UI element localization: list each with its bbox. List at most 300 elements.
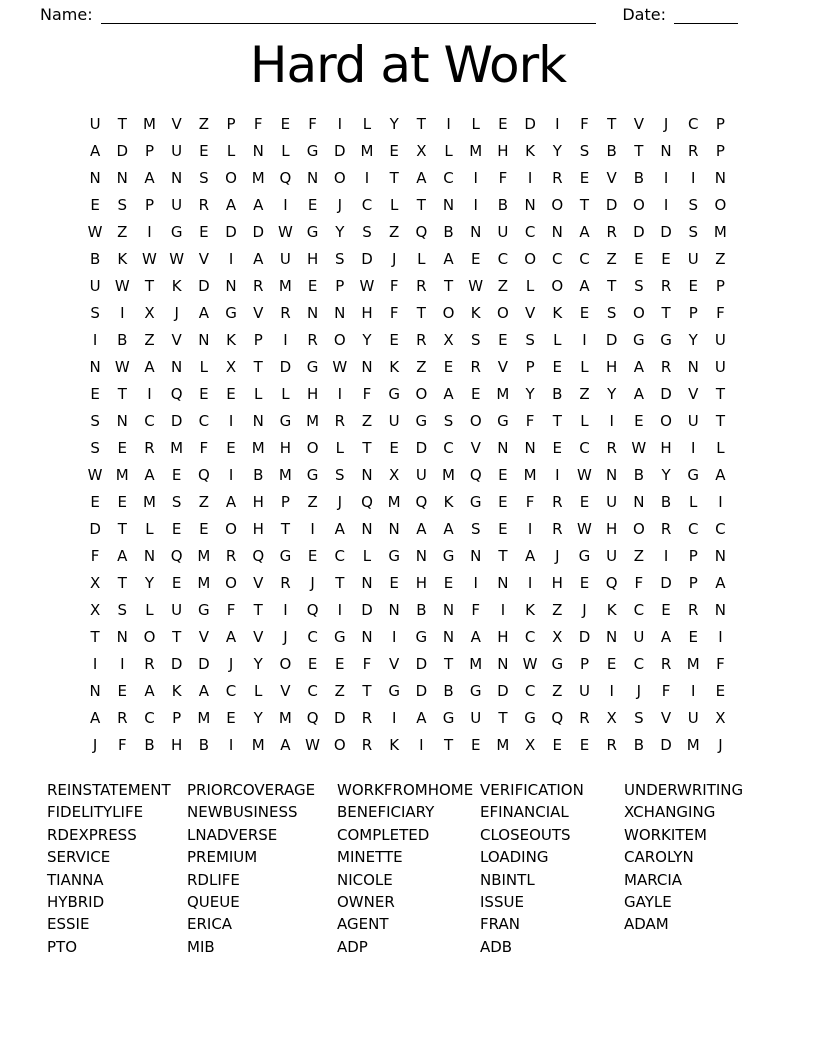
grid-letter: X [443,330,454,349]
grid-letter: N [252,141,264,160]
grid-letter: C [687,519,699,538]
grid-letter: Y [525,384,535,403]
grid-letter: A [117,546,128,565]
grid-letter: T [607,276,617,295]
grid-letter: G [551,654,564,673]
grid-letter: D [633,222,645,241]
grid-letter: E [171,519,182,538]
word-list-item: XCHANGING [624,803,716,822]
grid-letter: B [144,735,155,754]
grid-letter: N [116,411,128,430]
word-list-item: CAROLYN [624,848,694,867]
grid-letter: G [388,384,400,403]
grid-letter: K [525,141,536,160]
grid-letter: D [605,195,618,214]
grid-letter: Z [579,384,590,403]
grid-letter: S [634,276,644,295]
grid-letter: Y [552,141,562,160]
grid-letter: M [442,465,455,484]
grid-letter: V [389,654,400,673]
grid-letter: K [552,303,563,322]
grid-letter: Z [633,546,644,565]
grid-letter: R [416,276,427,295]
grid-letter: I [337,600,342,619]
grid-letter: C [144,411,155,430]
grid-letter: B [633,465,644,484]
grid-letter: W [468,276,484,295]
grid-letter: A [280,735,291,754]
grid-letter: C [579,249,590,268]
grid-letter: F [661,681,671,700]
grid-letter: A [443,519,454,538]
grid-letter: D [334,141,346,160]
grid-letter: R [280,303,291,322]
grid-letter: N [714,546,727,565]
grid-letter: G [225,303,237,322]
grid-letter: W [522,654,538,673]
grid-letter: H [606,357,618,376]
grid-letter: N [143,546,156,565]
grid-letter: N [660,141,672,160]
grid-letter: L [254,384,263,403]
grid-letter: N [252,411,264,430]
grid-letter: M [278,465,292,484]
word-list-item: UNDERWRITING [624,781,744,799]
grid-letter: S [117,195,128,214]
grid-letter: W [277,222,293,241]
grid-letter: Z [497,276,509,295]
grid-letter: K [117,249,128,268]
word-list-item: QUEUE [187,893,240,912]
grid-letter: Y [661,465,671,484]
grid-letter: O [306,438,319,457]
grid-letter: I [283,195,288,214]
grid-letter: R [688,600,699,619]
grid-letter: Y [607,384,617,403]
grid-letter: K [525,600,536,619]
word-list-item: AGENT [337,915,389,934]
grid-letter: N [116,168,128,187]
grid-letter: I [228,735,234,754]
grid-letter: M [523,465,537,484]
grid-letter: T [362,438,372,457]
grid-letter: T [498,708,508,727]
grid-letter: N [524,438,536,457]
grid-letter: B [552,384,563,403]
grid-letter: G [442,708,455,727]
grid-letter: E [443,573,454,592]
grid-letter: C [361,195,373,214]
word-list-item: MARCIA [624,870,683,889]
grid-letter: A [633,357,644,376]
grid-letter: J [310,573,315,592]
grid-letter: D [415,654,428,673]
grid-letter: E [470,735,481,754]
grid-letter: H [252,492,264,511]
grid-letter: T [117,114,127,133]
grid-letter: N [551,222,563,241]
grid-letter: R [660,519,672,538]
grid-letter: S [199,168,209,187]
grid-letter: I [228,249,234,268]
grid-letter: E [90,195,100,214]
grid-letter: L [525,276,535,295]
grid-letter: B [443,222,454,241]
grid-letter: I [555,465,560,484]
grid-letter: S [335,249,345,268]
grid-letter: N [171,357,183,376]
grid-letter: E [498,330,508,349]
grid-letter: U [687,708,699,727]
grid-letter: G [469,681,482,700]
grid-letter: O [442,303,455,322]
grid-letter: E [171,465,182,484]
grid-letter: N [497,438,509,457]
grid-letter: G [469,492,482,511]
word-list-column [480,779,624,958]
grid-letter: B [443,681,454,700]
grid-letter: S [362,222,372,241]
grid-letter: D [361,249,373,268]
grid-letter: K [443,492,454,511]
grid-letter: F [525,411,535,430]
grid-letter: Z [715,249,726,268]
grid-letter: U [171,195,183,214]
grid-letter: U [470,708,482,727]
grid-letter: F [498,168,508,187]
grid-letter: L [553,330,562,349]
grid-letter: Q [170,384,183,403]
grid-letter: T [172,627,182,646]
grid-letter: V [171,330,182,349]
header-row [0,0,816,25]
grid-letter: I [473,573,478,592]
grid-letter: B [253,465,264,484]
grid-letter: I [391,708,397,727]
grid-letter: N [89,168,101,187]
grid-letter: U [714,330,726,349]
grid-letter: Z [552,681,563,700]
grid-letter: I [555,114,560,133]
grid-letter: E [199,519,209,538]
grid-letter: E [661,600,671,619]
grid-letter: I [364,168,370,187]
grid-letter: A [253,195,264,214]
grid-letter: H [415,573,427,592]
word-list-column [337,779,480,958]
grid-letter: N [687,357,699,376]
letter-grid [82,110,735,758]
grid-letter: G [170,222,183,241]
grid-letter: T [715,384,725,403]
grid-letter: D [116,141,129,160]
grid-letter: R [552,168,563,187]
grid-letter: X [225,357,237,376]
grid-letter: F [362,654,372,673]
grid-letter: A [715,465,726,484]
grid-letter: O [415,384,428,403]
word-list-column [187,779,337,958]
grid-letter: L [580,357,589,376]
grid-letter: W [359,276,375,295]
word-list-item: LOADING [480,848,549,867]
grid-letter: N [633,492,645,511]
grid-letter: Z [198,492,209,511]
grid-letter: M [278,708,292,727]
grid-letter: L [362,546,372,565]
grid-letter: F [362,384,372,403]
grid-letter: D [578,627,591,646]
grid-letter: Q [306,708,319,727]
grid-letter: E [470,384,481,403]
grid-letter: K [606,600,617,619]
word-list-item: ADB [480,937,513,956]
grid-letter: A [144,465,155,484]
grid-letter: T [117,573,127,592]
grid-letter: F [199,438,209,457]
word-list-item: TIANNA [47,870,104,889]
word-list-item: PTO [47,937,78,956]
grid-letter: E [307,546,318,565]
grid-letter: W [332,357,348,376]
grid-letter: O [632,519,645,538]
grid-letter: D [660,735,672,754]
grid-letter: N [89,681,101,700]
grid-letter: C [524,627,536,646]
grid-letter: S [90,438,100,457]
grid-letter: T [280,519,290,538]
grid-letter: F [117,735,127,754]
grid-letter: P [525,357,535,376]
grid-letter: P [226,114,236,133]
grid-letter: Q [197,465,210,484]
grid-letter: S [90,303,100,322]
word-list-item: NEWBUSINESS [187,803,298,822]
grid-letter: C [225,681,237,700]
grid-letter: G [687,465,700,484]
grid-letter: E [90,492,100,511]
grid-letter: G [415,627,428,646]
grid-letter: E [117,438,128,457]
grid-letter: L [471,114,480,133]
word-list-item: PRIORCOVERAGE [187,781,316,799]
grid-letter: I [147,384,152,403]
grid-letter: C [497,249,509,268]
grid-letter: W [142,249,157,268]
grid-letter: V [253,573,264,592]
grid-letter: H [606,519,618,538]
word-list-item: WORKFROMHOME [337,781,474,799]
grid-letter: K [171,681,182,700]
grid-letter: G [415,411,428,430]
grid-letter: X [389,465,400,484]
grid-letter: S [117,600,128,619]
grid-letter: T [389,168,399,187]
grid-letter: L [362,114,372,133]
grid-letter: P [172,708,182,727]
grid-letter: L [281,141,290,160]
grid-letter: H [361,303,373,322]
grid-letter: J [582,600,587,619]
grid-letter: N [606,465,618,484]
grid-letter: N [442,627,455,646]
grid-letter: N [334,303,346,322]
grid-letter: V [497,357,509,376]
grid-letter: T [715,411,725,430]
grid-letter: A [416,708,427,727]
grid-letter: A [89,708,101,727]
grid-letter: V [198,627,209,646]
grid-letter: M [686,654,700,673]
word-list-item: ADAM [624,915,669,934]
grid-letter: X [89,600,101,619]
grid-letter: B [633,735,644,754]
grid-letter: T [90,627,100,646]
grid-letter: D [660,573,672,592]
grid-letter: R [416,330,427,349]
grid-letter: A [633,384,644,403]
grid-letter: A [579,222,590,241]
grid-letter: G [660,330,672,349]
grid-letter: R [606,222,617,241]
grid-letter: G [306,222,319,241]
grid-letter: F [471,600,481,619]
grid-letter: I [609,411,614,430]
grid-letter: O [225,168,237,187]
name-label: Name: [40,5,93,24]
grid-letter: I [718,492,723,511]
grid-letter: I [92,330,98,349]
grid-letter: N [388,600,400,619]
grid-letter: K [171,276,182,295]
grid-letter: O [632,303,645,322]
grid-letter: Q [605,573,618,592]
grid-letter: G [388,681,400,700]
grid-letter: P [715,141,725,160]
grid-letter: R [253,276,264,295]
grid-letter: E [199,222,209,241]
grid-letter: U [687,249,699,268]
grid-letter: I [582,330,587,349]
grid-letter: M [496,735,510,754]
grid-letter: E [552,438,563,457]
grid-letter: E [498,114,508,133]
grid-letter: Q [551,708,564,727]
grid-letter: I [527,573,533,592]
puzzle-title: Hard at Work [249,36,567,94]
grid-letter: I [718,627,723,646]
grid-letter: E [498,519,508,538]
grid-letter: A [225,627,237,646]
grid-letter: I [310,519,315,538]
grid-letter: Z [552,600,563,619]
grid-letter: E [389,438,399,457]
grid-letter: J [555,546,560,565]
grid-letter: W [577,519,592,538]
grid-letter: Q [469,465,482,484]
grid-letter: S [470,330,481,349]
grid-letter: E [688,627,698,646]
grid-letter: H [171,735,183,754]
grid-letter: D [660,222,672,241]
grid-letter: G [279,411,292,430]
word-list-item: REINSTATEMENT [47,781,171,799]
grid-letter: G [388,546,400,565]
grid-letter: E [470,249,481,268]
grid-letter: T [253,600,263,619]
grid-letter: B [89,249,101,268]
grid-letter: N [714,600,727,619]
grid-letter: A [198,303,209,322]
grid-letter: I [663,168,669,187]
grid-letter: D [225,222,237,241]
grid-letter: I [92,654,98,673]
grid-letter: T [552,411,562,430]
grid-letter: M [197,573,211,592]
grid-letter: M [360,141,374,160]
grid-letter: V [198,249,209,268]
grid-letter: O [632,195,645,214]
grid-letter: E [226,708,236,727]
grid-letter: B [660,492,672,511]
grid-letter: D [660,384,672,403]
grid-letter: W [87,222,103,241]
grid-letter: I [120,654,125,673]
grid-letter: W [169,249,185,268]
grid-letter: E [307,654,318,673]
grid-letter: T [117,519,127,538]
grid-letter: Z [606,249,617,268]
grid-letter: O [333,168,346,187]
grid-letter: R [307,330,318,349]
grid-letter: Q [361,492,373,511]
grid-letter: A [334,519,345,538]
grid-letter: D [524,114,536,133]
grid-letter: Z [416,357,427,376]
grid-letter: M [496,384,510,403]
word-list [0,779,816,958]
grid-letter: E [634,249,644,268]
grid-letter: U [89,114,101,133]
grid-letter: X [552,627,563,646]
grid-letter: X [416,141,427,160]
grid-letter: U [497,222,509,241]
grid-letter: O [469,411,482,430]
grid-letter: N [225,276,237,295]
grid-letter: E [171,573,182,592]
grid-letter: C [524,681,536,700]
grid-letter: Q [279,168,292,187]
word-list-item: SERVICE [47,848,111,867]
grid-letter: D [170,411,183,430]
grid-letter: D [252,222,264,241]
word-list-item: MIB [187,937,215,956]
grid-letter: V [660,708,672,727]
grid-letter: E [661,249,671,268]
grid-letter: Y [688,330,698,349]
grid-letter: R [280,573,291,592]
grid-letter: V [171,114,182,133]
grid-letter: N [89,357,101,376]
grid-letter: E [498,492,508,511]
grid-letter: T [661,303,671,322]
grid-letter: M [469,654,483,673]
grid-letter: R [552,519,563,538]
grid-letter: S [606,303,617,322]
word-list-item: RDLIFE [187,870,240,889]
grid-letter: N [497,573,509,592]
grid-letter: J [391,249,397,268]
